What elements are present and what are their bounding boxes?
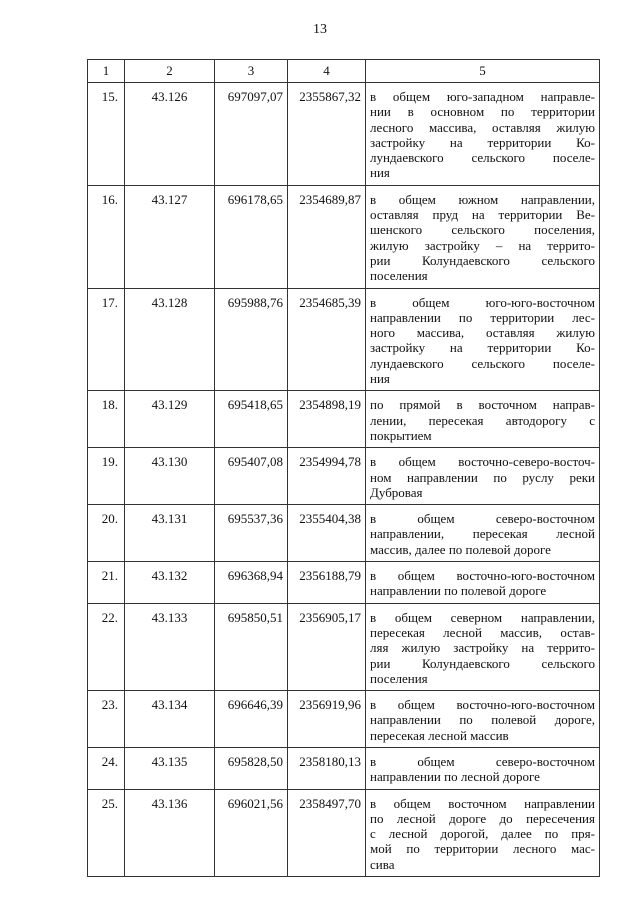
table-row [88,288,600,391]
description-line: в общем северном направлении, [370,609,595,625]
coordinate-x: 697097,07 [215,83,288,186]
description-line: ляя жилую застройку на террито- [370,640,595,656]
point-id: 43.133 [125,603,215,690]
description-line: мой по территории лесного мас- [370,841,595,857]
description-line: рии Колундаевского сельского [370,655,595,671]
row-number: 19. [88,448,125,505]
table-row [88,691,600,748]
boundary-description [366,391,600,448]
description-line: по лесной дороге до пересечения [370,810,595,826]
boundary-description [366,562,600,604]
row-number: 22. [88,603,125,690]
description-line: в общем восточном направлении [370,795,595,811]
description-line: рии Колундаевского сельского [370,252,595,268]
description-line: направлении, пересекая лесной [370,526,595,542]
coordinate-x: 696646,39 [215,691,288,748]
description-line: в общем северо-восточном [370,511,595,527]
row-number: 15. [88,83,125,186]
description-line: оставляя пруд на территории Ве- [370,207,595,223]
description-line: в общем юго-юго-восточном [370,294,595,310]
description-line: направлении по полевой дороге [370,583,547,599]
point-id: 43.131 [125,505,215,562]
description-line: в общем южном направлении, [370,191,595,207]
row-number: 16. [88,185,125,288]
coordinate-y: 2356188,79 [288,562,366,604]
row-number: 23. [88,691,125,748]
coordinate-y: 2354685,39 [288,288,366,391]
description-line: в общем северо-восточном [370,753,595,769]
row-number: 24. [88,747,125,789]
coordinate-x: 695828,50 [215,747,288,789]
description-line: застройку на территории Ко- [370,340,595,356]
description-line: ния [370,371,390,387]
coordinate-y: 2354689,87 [288,185,366,288]
description-line: застройку на территории Ко- [370,134,595,150]
description-line: жилую застройку – на террито- [370,237,595,253]
coordinate-x: 695418,65 [215,391,288,448]
description-line: нии в основном по территории [370,104,595,120]
point-id: 43.128 [125,288,215,391]
table-body [88,83,600,877]
description-line: лундаевского сельского поселе- [370,355,595,371]
description-line: поселения [370,268,428,284]
description-line: пересекая лесной массив, остав- [370,624,595,640]
header-col-2: 2 [125,60,215,83]
table-row [88,505,600,562]
point-id: 43.136 [125,789,215,876]
table-row [88,448,600,505]
coordinate-y: 2355867,32 [288,83,366,186]
boundary-description [366,691,600,748]
description-line: направлении по лесной дороге [370,769,540,785]
point-id: 43.129 [125,391,215,448]
row-number: 17. [88,288,125,391]
row-number: 25. [88,789,125,876]
coordinate-y: 2354994,78 [288,448,366,505]
header-col-5: 5 [366,60,600,83]
description-line: Дубровая [370,484,423,500]
boundary-description [366,185,600,288]
boundary-description [366,603,600,690]
boundary-description [366,505,600,562]
description-line: сива [370,856,395,872]
table-row [88,603,600,690]
point-id: 43.134 [125,691,215,748]
coordinate-y: 2356919,96 [288,691,366,748]
boundary-description [366,747,600,789]
boundary-description [366,83,600,186]
description-line: покрытием [370,427,432,443]
description-line: по прямой в восточном направ- [370,397,595,413]
coordinate-x: 695988,76 [215,288,288,391]
description-line: лесного массива, оставляя жилую [370,119,595,135]
description-line: в общем юго-западном направле- [370,89,595,104]
coordinate-x: 695850,51 [215,603,288,690]
row-number: 21. [88,562,125,604]
table-row [88,83,600,186]
header-col-3: 3 [215,60,288,83]
coordinate-x: 695407,08 [215,448,288,505]
description-line: лундаевского сельского поселе- [370,150,595,166]
description-line: пересекая лесной массив [370,727,509,743]
table-row [88,747,600,789]
coordinate-x: 696021,56 [215,789,288,876]
coordinate-x: 696178,65 [215,185,288,288]
description-line: ном направлении по руслу реки [370,469,595,485]
header-col-4: 4 [288,60,366,83]
description-line: массив, далее по полевой дороге [370,541,551,557]
table-row [88,391,600,448]
description-line: ного массива, оставляя жилую [370,325,595,341]
table-row [88,789,600,876]
point-id: 43.126 [125,83,215,186]
coordinate-y: 2355404,38 [288,505,366,562]
description-line: в общем восточно-северо-восточ- [370,454,595,470]
point-id: 43.132 [125,562,215,604]
header-col-1: 1 [88,60,125,83]
point-id: 43.135 [125,747,215,789]
description-line: поселения [370,670,428,686]
row-number: 18. [88,391,125,448]
page-number: 13 [313,22,327,37]
coordinate-y: 2358180,13 [288,747,366,789]
description-line: в общем восточно-юго-восточном [370,568,595,584]
coordinate-x: 696368,94 [215,562,288,604]
boundary-table [87,59,600,877]
row-number: 20. [88,505,125,562]
coordinate-y: 2358497,70 [288,789,366,876]
description-line: с лесной дорогой, далее по пря- [370,826,595,842]
table-header [88,60,600,83]
boundary-description [366,789,600,876]
table-row [88,562,600,604]
description-line: в общем восточно-юго-восточном [370,697,595,713]
point-id: 43.127 [125,185,215,288]
coordinate-x: 695537,36 [215,505,288,562]
boundary-description [366,448,600,505]
coordinate-y: 2354898,19 [288,391,366,448]
table-row [88,185,600,288]
description-line: направлении по территории лес- [370,309,595,325]
description-line: направлении по полевой дороге, [370,712,595,728]
boundary-description [366,288,600,391]
description-line: ния [370,165,390,181]
description-line: лении, пересекая автодорогу с [370,412,595,428]
point-id: 43.130 [125,448,215,505]
description-line: шенского сельского поселения, [370,222,595,238]
coordinate-y: 2356905,17 [288,603,366,690]
header-row [88,60,600,83]
